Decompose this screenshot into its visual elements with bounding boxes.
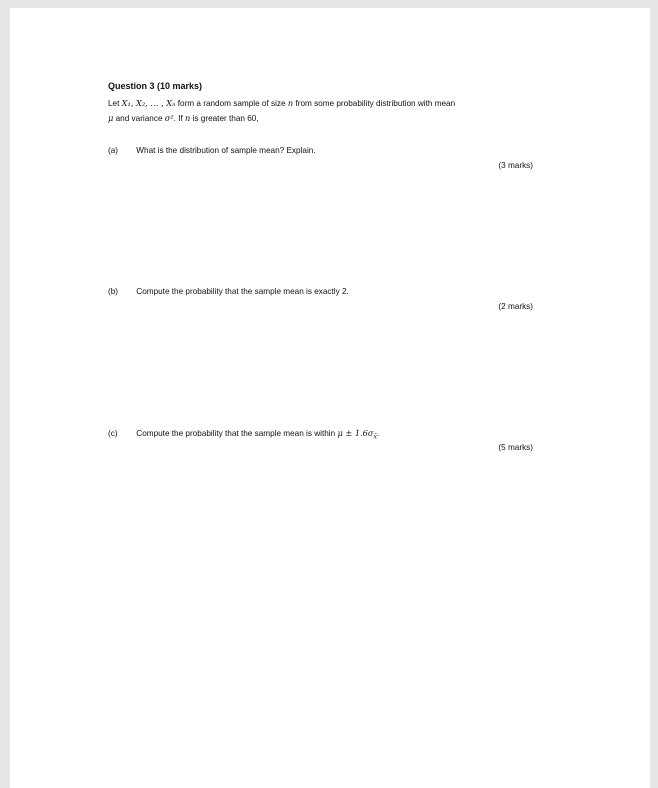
part-b-label: (b) [108, 287, 119, 296]
part-b-marks: (2 marks) [498, 302, 533, 311]
part-c-expression-subscript: x̄ [373, 433, 377, 441]
part-c-text: Compute the probability that the sample mean is within [136, 429, 336, 438]
part-c-expression-end: . [376, 429, 380, 438]
intro-let: Let [108, 99, 120, 108]
part-a-label: (a) [108, 146, 119, 155]
part-c-label: (c) [108, 429, 118, 438]
intro-n: n [287, 98, 294, 108]
part-b [108, 287, 349, 296]
part-a-marks: (3 marks) [498, 161, 533, 170]
intro-variance-text: and variance [115, 114, 163, 123]
question-intro-line-1 [108, 98, 455, 108]
part-b-text: Compute the probability that the sample mean is exactly 2. [136, 287, 349, 296]
question-title: Question 3 (10 marks) [108, 81, 203, 91]
part-a [108, 146, 316, 155]
part-c-marks: (5 marks) [498, 443, 533, 452]
intro-mu: μ [108, 113, 114, 123]
question-intro-line-2 [108, 113, 259, 123]
intro-greater-text: is greater than 60, [192, 114, 259, 123]
document-page [10, 8, 650, 788]
intro-from-text: from some probability distribution with mean [295, 99, 456, 108]
intro-sigma2: σ² [164, 113, 174, 123]
intro-if-text: . If [173, 114, 183, 123]
part-c [108, 428, 379, 441]
part-a-text: What is the distribution of sample mean? Explain. [136, 146, 316, 155]
intro-n2: n [185, 113, 191, 123]
intro-form-text: form a random sample of size [177, 99, 286, 108]
part-c-expression: μ ± 1.6σ [337, 428, 374, 438]
intro-sample-vars: X₁, X₂, … , Xₙ [121, 98, 176, 108]
